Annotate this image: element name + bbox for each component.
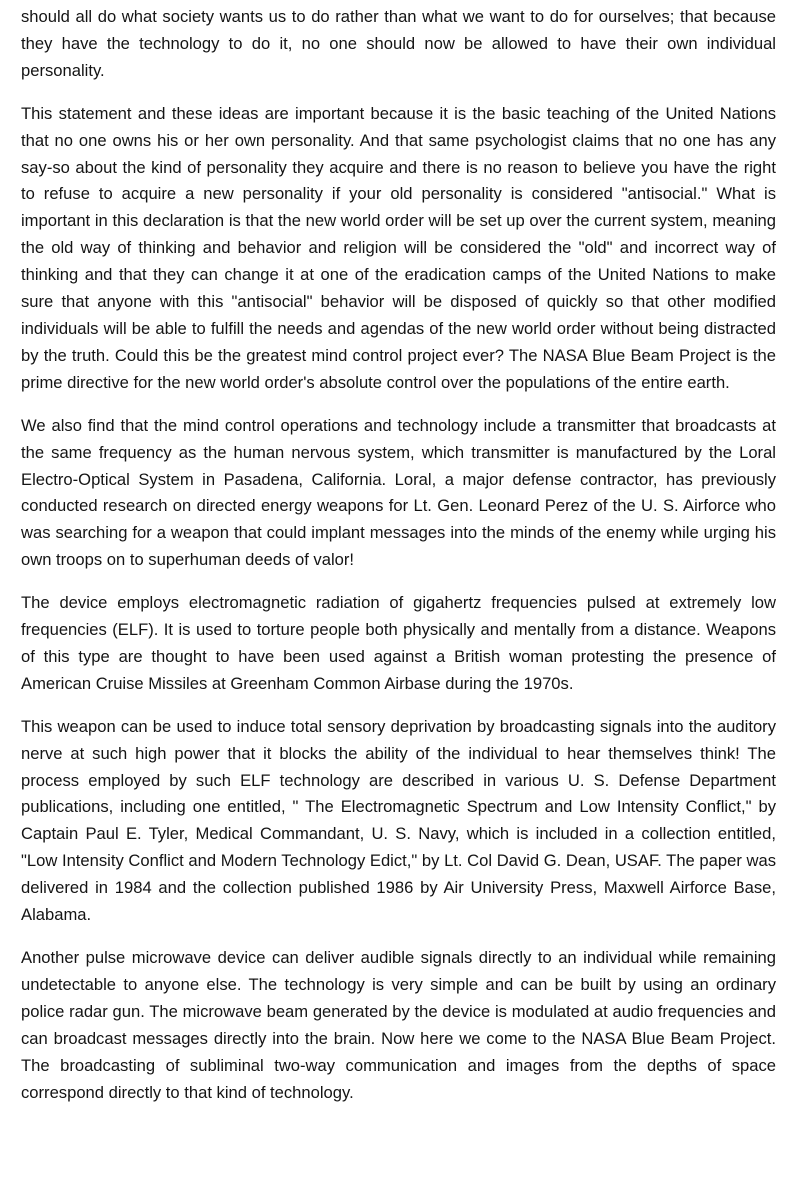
paragraph-1: should all do what society wants us to do rather than what we want to do for ourselves; that because they have the technology to do it, no one should now be allowed to have their own individual personality. xyxy=(21,7,776,80)
paragraph-4: The device employs electromagnetic radiation of gigahertz frequencies pulsed at extremely low frequencies (ELF). It is used to torture people both physically and mentally from a distance. Weapons of this type are thought to have been used against a British woman protesting the presence of American Cruise Missiles at Greenham Common Airbase during the 1970s. xyxy=(21,593,776,693)
paragraph-6: Another pulse microwave device can deliver audible signals directly to an individual while remaining undetectable to anyone else. The technology is very simple and can be built by using an ordinary police radar gun. The microwave beam generated by the device is modulated at audio frequencies and can broadcast messages directly into the brain. Now here we come to the NASA Blue Beam Project. The broadcasting of subliminal two-way communication and images from the depths of space correspond directly to that kind of technology. xyxy=(21,948,776,1102)
paragraph-3: We also find that the mind control operations and technology include a transmitter that broadcasts at the same frequency as the human nervous system, which transmitter is manufactured by the Loral Electro-Optical System in Pasadena, California. Loral, a major defense contractor, has previously conducted research on directed energy weapons for Lt. Gen. Leonard Perez of the U. S. Airforce who was searching for a weapon that could implant messages into the minds of the enemy while urging his own troops on to superhuman deeds of valor! xyxy=(21,415,776,570)
paragraph-5: This weapon can be used to induce total sensory deprivation by broadcasting signals into the auditory nerve at such high power that it blocks the ability of the individual to hear themselves think! The process employed by such ELF technology are described in various U. S. Defense Department publications, including one entitled, " The Electromagnetic Spectrum and Low Intensity Conflict," by Captain Paul E. Tyler, Medical Commandant, U. S. Navy, which is included in a collection entitled, "Low Intensity Conflict and Modern Technology Edict," by Lt. Col David G. Dean, USAF. The paper was delivered in 1984 and the collection published 1986 by Air University Press, Maxwell Airforce Base, Alabama. xyxy=(21,716,776,925)
document-page xyxy=(21,4,776,1122)
paragraph-2: This statement and these ideas are important because it is the basic teaching of the United Nations that no one owns his or her own personality. And that same psychologist claims that no one has any say-so about the kind of personality they acquire and there is no reason to believe you have the right to refuse to acquire a new personality if your old personality is considered "antisocial." What is important in this declaration is that the new world order will be set up over the current system, meaning the old way of thinking and behavior and religion will be considered the "old" and incorrect way of thinking and that they can change it at one of the eradication camps of the United Nations to make sure that anyone with this "antisocial" behavior will be disposed of quickly so that other modified individuals will be able to fulfill the needs and agendas of the new world order without being distracted by the truth. Could this be the greatest mind control project ever? The NASA Blue Beam Project is the prime directive for the new world order's absolute control over the populations of the entire earth. xyxy=(21,103,776,392)
